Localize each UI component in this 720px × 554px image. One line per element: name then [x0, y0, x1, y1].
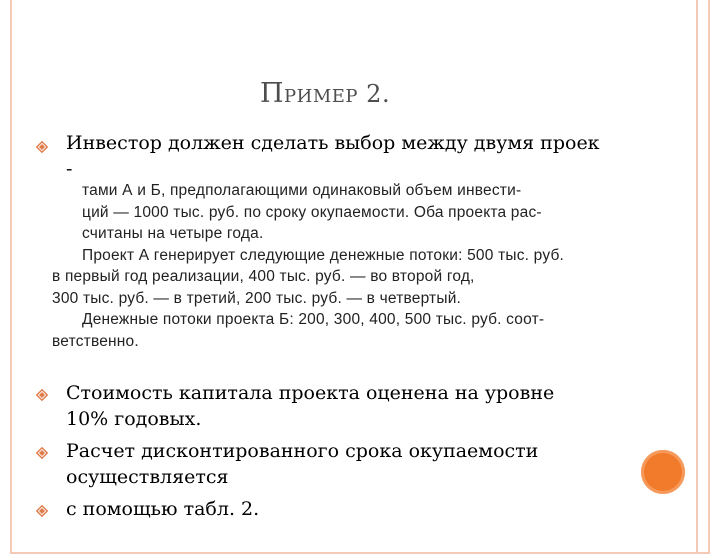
bullet-text-2-line-2: 10% годовых. [66, 408, 202, 430]
bullet-text-1-line-2: - [66, 158, 73, 180]
title-first-letter: П [260, 78, 285, 109]
title-rest: РИМЕР [284, 86, 359, 107]
bullet-icon [36, 389, 48, 401]
scan-line: считаны на четыре года. [82, 225, 264, 242]
bullet-text-2-line-1: Стоимость капитала проекта оценена на уровне [66, 382, 555, 404]
bullet-icon [36, 447, 48, 459]
bullet-icon [36, 141, 48, 153]
scan-line: 300 тыс. руб. — в третий, 200 тыс. руб. — в четвертый. [52, 289, 462, 307]
scan-line: ций — 1000 тыс. руб. по сроку окупаемости. Оба проекта рас- [82, 203, 542, 221]
scan-line: ветственно. [52, 332, 139, 350]
scan-line: тами А и Б, предполагающими одинаковый объем инвести- [82, 182, 522, 199]
bullet-text-1-line-1: Инвестор должен сделать выбор между двумя проек [66, 132, 600, 154]
scan-line: в первый год реализации, 400 тыс. руб. — во второй год, [52, 268, 475, 285]
bullet-text-3-line-2: осуществляется [66, 466, 229, 488]
bullet-icon [36, 505, 48, 517]
scanned-text-block [52, 180, 644, 352]
bullet-text-4: с помощью табл. 2. [66, 498, 260, 520]
scan-line: Денежные потоки проекта Б: 200, 300, 400, 500 тыс. руб. соот- [82, 311, 545, 328]
title-number: 2. [358, 80, 391, 108]
frame-divider [696, 0, 698, 554]
bullet-text-3-line-1: Расчет дисконтированного срока окупаемости [66, 440, 539, 462]
slide-title [260, 78, 390, 109]
scan-line: Проект А генерирует следующие денежные потоки: 500 тыс. руб. [82, 246, 565, 264]
decorative-circle [641, 450, 685, 494]
